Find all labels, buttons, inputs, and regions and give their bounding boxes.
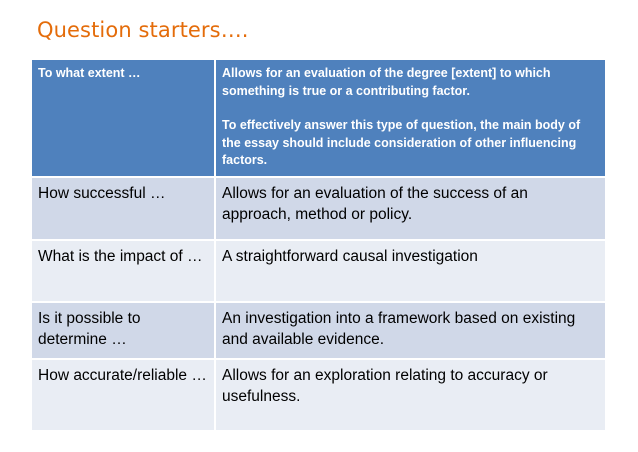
table-row [32,241,605,303]
description-cell: Allows for an evaluation of the success of an approach, method or policy. [216,178,605,239]
table-row [32,360,605,430]
starter-cell: How accurate/reliable … [32,360,216,430]
slide-title: Question starters…. [37,18,249,42]
table-header-row [32,60,605,178]
header-description-cell [216,60,605,176]
description-cell: A straightforward causal investigation [216,241,605,301]
starter-cell: How successful … [32,178,216,239]
description-cell: An investigation into a framework based on existing and available evidence. [216,303,605,358]
paragraph-gap [222,100,599,117]
header-description-para-1: Allows for an evaluation of the degree [extent] to which something is true or a contributing factor. [222,66,551,98]
question-starters-table [32,60,605,430]
table-row [32,303,605,360]
header-description-para-2: To effectively answer this type of question, the main body of the essay should include consideration of other influencing factors. [222,118,581,167]
header-starter-cell: To what extent … [32,60,216,176]
description-cell: Allows for an exploration relating to accuracy or usefulness. [216,360,605,430]
table-row [32,178,605,241]
starter-cell: Is it possible to determine … [32,303,216,358]
starter-cell: What is the impact of … [32,241,216,301]
